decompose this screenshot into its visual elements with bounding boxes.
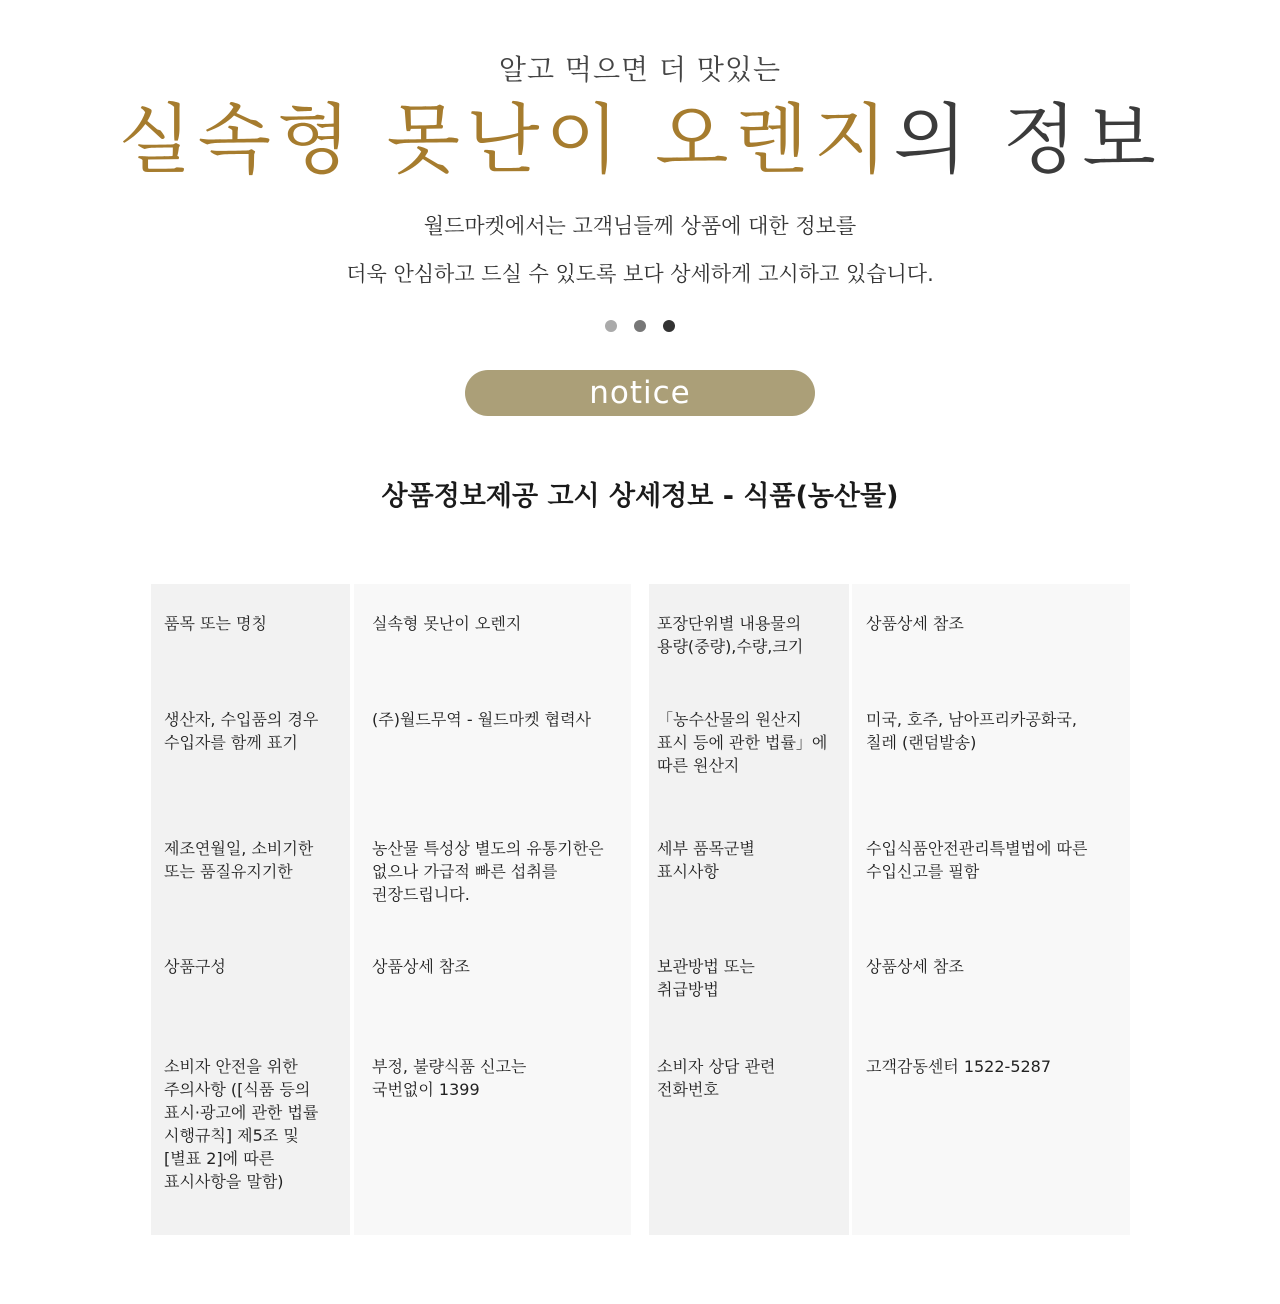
- row-4-label-2: 보관방법 또는 취급방법: [657, 957, 755, 999]
- pagination-dot-1[interactable]: [605, 320, 617, 332]
- row-5-label-1: 소비자 안전을 위한 주의사항 ([식품 등의 표시·광고에 관한 법률 시행규칙] 제5조 및 [별표 2]에 따른 표시사항을 말함): [164, 1057, 319, 1191]
- notice-badge: notice: [465, 370, 815, 416]
- description-line-1: 월드마켓에서는 고객님들께 상품에 대한 정보를: [423, 214, 857, 238]
- row-3-value-1: 농산물 특성상 별도의 유통기한은 없으나 가급적 빠른 섭취를 권장드립니다.: [372, 839, 604, 904]
- pagination-dots: [0, 320, 1280, 332]
- title-highlight: 실속형 못난이 오렌지: [118, 95, 894, 184]
- page-subtitle: 알고 먹으면 더 맛있는: [498, 53, 782, 86]
- description-line-2: 더욱 안심하고 드실 수 있도록 보다 상세하게 고시하고 있습니다.: [346, 262, 934, 286]
- row-1-label-2: 포장단위별 내용물의 용량(중량),수량,크기: [657, 614, 804, 656]
- product-info-table: [151, 584, 1130, 1235]
- row-3-label-1: 제조연월일, 소비기한 또는 품질유지기한: [164, 839, 314, 881]
- row-1-value-1: 실속형 못난이 오렌지: [372, 614, 522, 633]
- row-2-value-2: 미국, 호주, 남아프리카공화국, 칠레 (랜덤발송): [866, 710, 1077, 752]
- row-4-value-2: 상품상세 참조: [866, 957, 964, 976]
- row-2-value-1: (주)월드무역 - 월드마켓 협력사: [372, 710, 591, 729]
- row-5-value-1: 부정, 불량식품 신고는 국번없이 1399: [372, 1057, 527, 1099]
- pagination-dot-2[interactable]: [634, 320, 646, 332]
- row-4-label-1: 상품구성: [164, 957, 226, 976]
- row-2-label-1: 생산자, 수입품의 경우 수입자를 함께 표기: [164, 710, 319, 752]
- row-4-value-1: 상품상세 참조: [372, 957, 470, 976]
- title-rest: 의 정보: [893, 95, 1162, 184]
- section-title: 상품정보제공 고시 상세정보 - 식품(농산물): [381, 481, 899, 512]
- page-title: [0, 92, 1280, 188]
- label-column-right: [649, 584, 849, 1235]
- row-5-label-2: 소비자 상담 관련 전화번호: [657, 1057, 776, 1099]
- row-5-value-2: 고객감동센터 1522-5287: [866, 1057, 1052, 1076]
- row-1-value-2: 상품상세 참조: [866, 614, 964, 633]
- row-1-label-1: 품목 또는 명칭: [164, 614, 267, 633]
- row-2-label-2: 「농수산물의 원산지 표시 등에 관한 법률」에 따른 원산지: [657, 710, 828, 775]
- row-3-value-2: 수입식품안전관리특별법에 따른 수입신고를 필함: [866, 839, 1088, 881]
- value-column-right: [852, 584, 1130, 1235]
- value-column-left: [354, 584, 631, 1235]
- pagination-dot-3[interactable]: [663, 320, 675, 332]
- row-3-label-2: 세부 품목군별 표시사항: [657, 839, 755, 881]
